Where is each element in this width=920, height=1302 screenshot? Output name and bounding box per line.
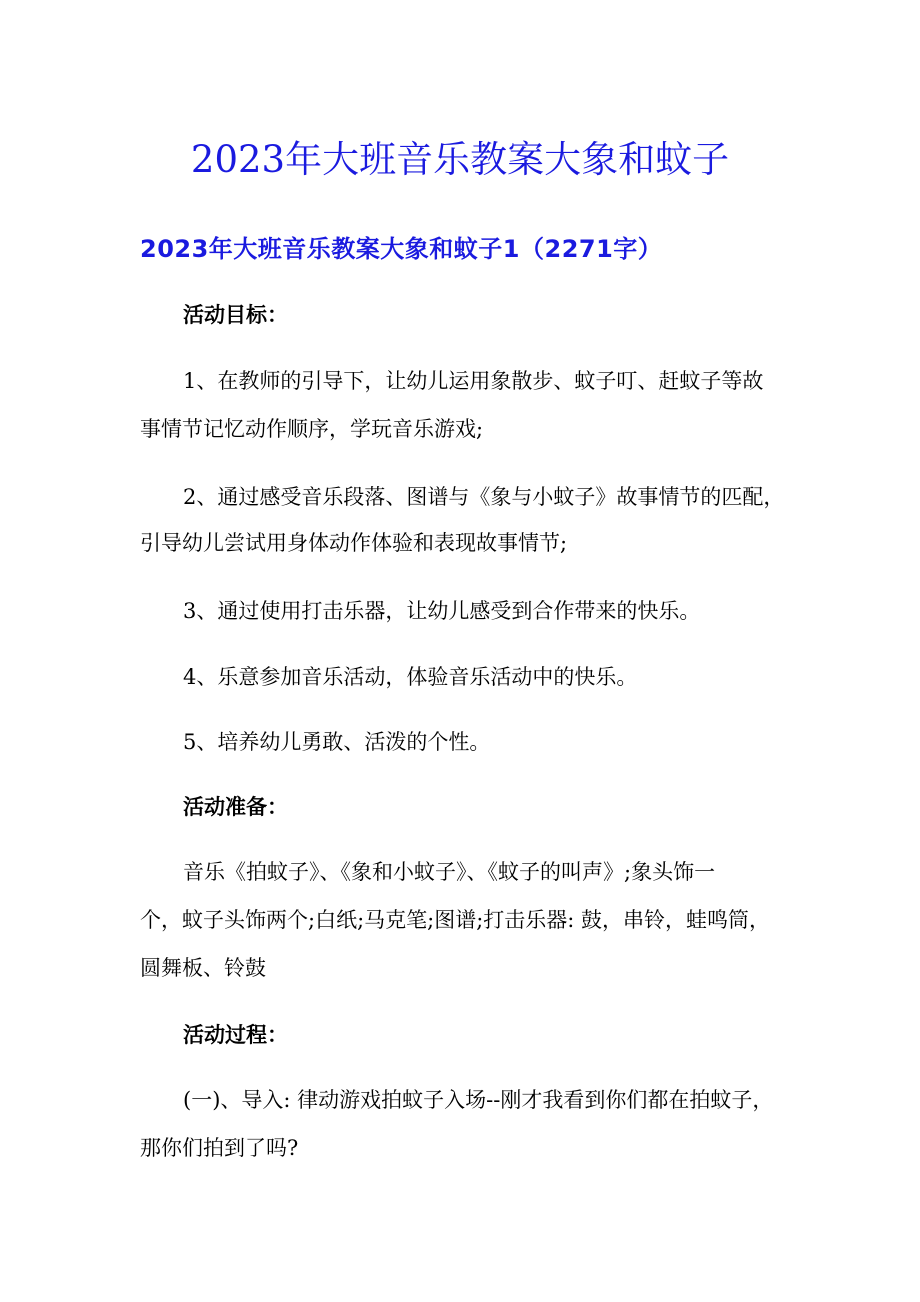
goal-item-1-line-2: 事情节记忆动作顺序，学玩音乐游戏; [140,417,484,441]
section-heading: 2023年大班音乐教案大象和蚊子1（2271字） [140,235,663,263]
process-heading: 活动过程： [183,1023,288,1047]
goal-item-4: 4、乐意参加音乐活动，体验音乐活动中的快乐。 [183,665,638,689]
goals-heading: 活动目标： [183,303,288,327]
prep-line-1: 音乐《拍蚊子》、《象和小蚊子》、《蚊子的叫声》;象头饰一 [183,860,716,884]
prep-line-2: 个，蚊子头饰两个;白纸;马克笔;图谱;打击乐器: 鼓，串铃，蛙鸣筒， [140,908,771,932]
goal-item-2-line-2: 引导幼儿尝试用身体动作体验和表现故事情节; [140,531,568,555]
prep-line-3: 圆舞板、铃鼓 [140,956,266,980]
goal-item-5: 5、培养幼儿勇敢、活泼的个性。 [183,730,491,754]
document-title: 2023年大班音乐教案大象和蚊子 [190,138,730,181]
goal-item-3: 3、通过使用打击乐器，让幼儿感受到合作带来的快乐。 [183,599,701,623]
goal-item-2-line-1: 2、通过感受音乐段落、图谱与《象与小蚊子》故事情节的匹配， [183,485,785,509]
goal-item-1-line-1: 1、在教师的引导下，让幼儿运用象散步、蚊子叮、赶蚊子等故 [183,369,764,393]
process-line-1: (一)、导入: 律动游戏拍蚊子入场--刚才我看到你们都在拍蚊子， [183,1088,774,1112]
process-line-2: 那你们拍到了吗? [140,1136,299,1160]
prep-heading: 活动准备： [183,795,288,819]
